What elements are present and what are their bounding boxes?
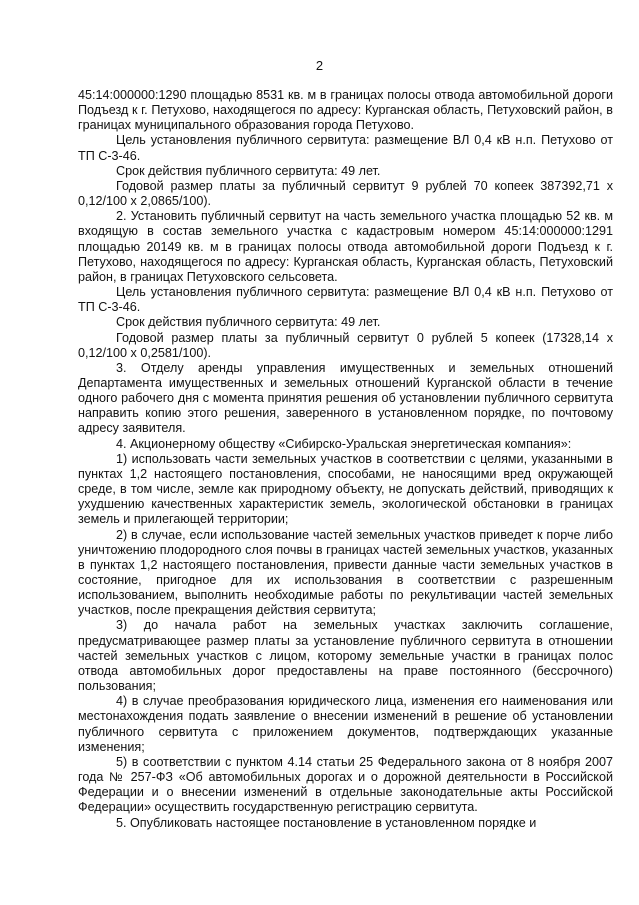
paragraph: 3) до начала работ на земельных участках заключить соглашение, предусматривающее размер платы за установление публичного сервитута в отношении частей земельных участков с лицом, которому земельные участки в границах полос отвода автомобильных дорог предоставлены на праве постоянного (бессрочного) пользования; bbox=[78, 618, 613, 694]
paragraph: Годовой размер платы за публичный сервитут 9 рублей 70 копеек 387392,71 х 0,12/100 х 2,0865/100). bbox=[78, 178, 613, 209]
paragraph: 4. Акционерному обществу «Сибирско-Уральская энергетическая компания»: bbox=[116, 436, 572, 451]
paragraph: 3. Отделу аренды управления имущественных и земельных отношений Департамента имущественных и земельных отношений Курганской области в течение одного рабочего дня с момента принятия решения об установлении публичного сервитута направить копию этого решения, заверенного в установленном порядке, по почтовому адресу заявителя. bbox=[78, 360, 613, 436]
paragraph: 5. Опубликовать настоящее постановление в установленном порядке и bbox=[116, 815, 537, 830]
page-number: 2 bbox=[315, 58, 324, 73]
document-body bbox=[78, 88, 613, 831]
paragraph: Годовой размер платы за публичный сервитут 0 рублей 5 копеек (17328,14 х 0,12/100 х 0,2581/100). bbox=[78, 330, 613, 360]
paragraph: Цель установления публичного сервитута: размещение ВЛ 0,4 кВ н.п. Петухово от ТП С-3-46. bbox=[78, 285, 613, 315]
paragraph: 5) в соответствии с пунктом 4.14 статьи 25 Федерального закона от 8 ноября 2007 года № 257-ФЗ «Об автомобильных дорогах и о дорожной деятельности в Российской Федерации и о внесении изменений в отдельные законодательные акты Российской Федерации» осуществить государственную регистрацию сервитута. bbox=[78, 754, 613, 815]
paragraph: Срок действия публичного сервитута: 49 лет. bbox=[116, 315, 381, 330]
paragraph: 45:14:000000:1290 площадью 8531 кв. м в границах полосы отвода автомобильной дороги Подъезд к г. Петухово, находящегося по адресу: Курганская область, Петуховский район, в границах муниципального образования города Петухово. bbox=[78, 88, 613, 133]
paragraph: 2. Установить публичный сервитут на часть земельного участка площадью 52 кв. м входящую в состав земельного участка с кадастровым номером 45:14:000000:1291 площадью 20149 кв. м в границах полосы отвода автомобильной дороги Подъезд к г. Петухово, находящегося по адресу: Курганская область, Курганская область, Петуховский район, в границах Петуховского сельсовета. bbox=[78, 209, 613, 284]
paragraph: Цель установления публичного сервитута: размещение ВЛ 0,4 кВ н.п. Петухово от ТП С-3-46. bbox=[78, 133, 613, 163]
paragraph: Срок действия публичного сервитута: 49 лет. bbox=[116, 163, 381, 178]
paragraph: 2) в случае, если использование частей земельных участков приведет к порче либо уничтожению плодородного слоя почвы в границах частей земельных участков, указанных в пунктах 1,2 настоящего постановления, привести данные части земельных участков в состояние, пригодное для их использования в соответствии с разрешенным использованием, выполнить необходимые работы по рекультивации частей земельных участков, после прекращения действия сервитута; bbox=[78, 527, 613, 618]
paragraph: 1) использовать части земельных участков в соответствии с целями, указанными в пунктах 1,2 настоящего постановления, способами, не наносящими вред окружающей среде, в том числе, земле как природному объекту, не допускать действий, приводящих к ухудшению качественных характеристик земель, экологической обстановки в границах земель и прилегающей территории; bbox=[78, 451, 613, 527]
paragraph: 4) в случае преобразования юридического лица, изменения его наименования или местонахождения подать заявление о внесении изменений в решение об установлении публичного сервитута с приложением документов, подтверждающих указанные изменения; bbox=[78, 694, 613, 754]
